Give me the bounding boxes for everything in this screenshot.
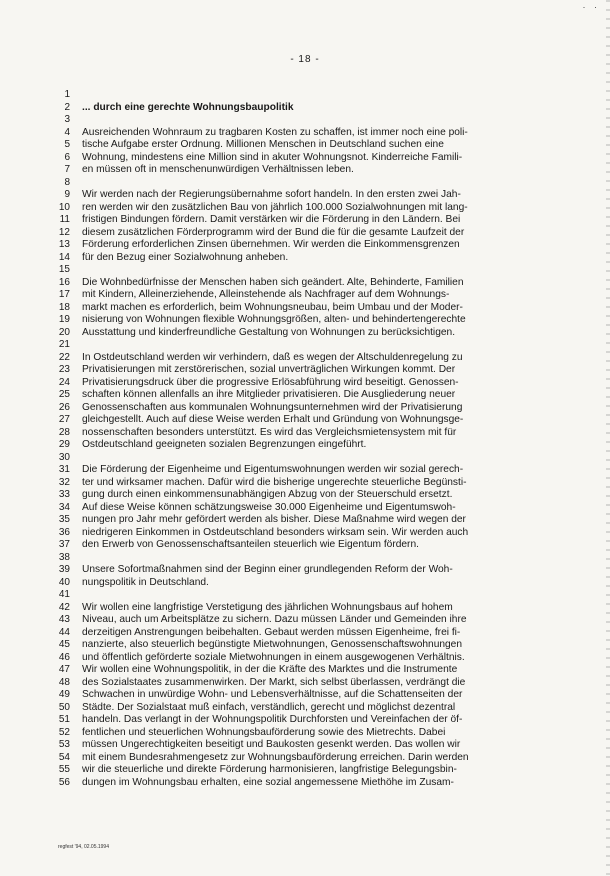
line-text: Wir wollen eine Wohnungspolitik, in der die Kräfte des Marktes und die Instrumente: [82, 664, 458, 675]
line-text: wir die steuerliche und direkte Förderung harmonisieren, langfristige Belegungsbin-: [82, 764, 457, 775]
text-line: [52, 139, 572, 152]
line-number: 33: [58, 489, 70, 500]
line-number: 37: [58, 539, 70, 550]
text-line: [52, 127, 572, 140]
line-number: 2: [64, 101, 70, 113]
text-line: [52, 277, 572, 290]
text-line: [52, 614, 572, 627]
text-line: [52, 152, 572, 165]
line-text: dungen im Wohnungsbau erhalten, eine sozial angemessene Miethöhe im Zusam-: [82, 776, 454, 788]
line-text: In Ostdeutschland werden wir verhindern, daß es wegen der Altschuldenregelung zu: [82, 351, 463, 363]
line-text: gleichgestellt. Auch auf diese Weise werden Erhalt und Gründung von Wohnungsge-: [82, 414, 464, 425]
line-text: niedrigeren Einkommen in Ostdeutschland besonders wirksam sein. Wir werden auch: [82, 526, 469, 538]
line-number: 44: [58, 626, 70, 638]
text-line: [52, 777, 572, 790]
line-text: Privatisierungsdruck über die progressive Erlösabführung wird beseitigt. Genossen-: [82, 376, 459, 388]
line-number: 1: [64, 89, 70, 100]
text-line: [52, 539, 572, 552]
line-number: 49: [58, 689, 70, 700]
line-number: 22: [58, 351, 70, 363]
line-text: den Erwerb von Genossenschaftsanteilen steuerlich wie Eigentum fördern.: [82, 539, 419, 550]
text-line: [52, 252, 572, 265]
text-line: [52, 352, 572, 365]
text-line: [52, 564, 572, 577]
line-text: diesem zusätzlichen Förderprogramm wird der Bund die für die gesamte Laufzeit der: [82, 226, 465, 238]
line-number: 45: [58, 639, 70, 650]
line-text: Niveau, auch um Arbeitsplätze zu sichern. Dazu müssen Länder und Gemeinden ihre: [82, 614, 467, 625]
line-number: 39: [58, 564, 70, 575]
text-line: [52, 627, 572, 640]
line-text: derzeitigen Anstrengungen beibehalten. Gebaut werden müssen Eigenheime, frei fi-: [82, 626, 461, 638]
line-text: Privatisierungen mit zerstörerischen, sozial unverträglichen Wirkungen kommt. Der: [82, 364, 456, 375]
line-number: 28: [58, 426, 70, 438]
text-line: [52, 364, 572, 377]
line-number: 4: [64, 126, 70, 138]
line-number: 13: [58, 239, 70, 250]
line-number: 12: [58, 226, 70, 238]
line-number: 46: [58, 651, 70, 663]
text-line: [52, 489, 572, 502]
line-number: 5: [64, 139, 70, 150]
text-line: [52, 689, 572, 702]
line-number: 27: [58, 414, 70, 425]
text-line: [52, 414, 572, 427]
line-number: 20: [58, 326, 70, 338]
text-line: [52, 227, 572, 240]
line-text: für den Bezug einer Sozialwohnung anheben.: [82, 251, 289, 263]
page-number: - 18 -: [290, 54, 320, 65]
line-text: Schwachen in unwürdige Wohn- und Lebensverhältnisse, auf die Schattenseiten der: [82, 689, 463, 700]
line-text: Die Förderung der Eigenheime und Eigentumswohnungen werden wir sozial gerech-: [82, 464, 464, 475]
line-number: 26: [58, 401, 70, 413]
text-line: [52, 389, 572, 402]
footer-stamp: regfest '94, 02.05.1994: [58, 844, 109, 850]
line-number: 21: [58, 339, 70, 350]
line-number: 50: [58, 701, 70, 713]
text-line: [52, 114, 572, 127]
line-text: müssen Ungerechtigkeiten beseitigt und Baukosten gesenkt werden. Das wollen wir: [82, 739, 461, 750]
line-number: 6: [64, 151, 70, 163]
text-line: [52, 164, 572, 177]
line-number: 48: [58, 676, 70, 688]
corner-marks: · ·: [582, 2, 600, 12]
text-line: [52, 289, 572, 302]
line-number: 35: [58, 514, 70, 525]
line-text: nungspolitik in Deutschland.: [82, 576, 209, 588]
line-number: 15: [58, 264, 70, 275]
line-text: nossenschaften besonders unterstützt. Es wird das Vergleichsmietensystem mit für: [82, 426, 457, 438]
line-text: Wohnung, mindestens eine Million sind in akuter Wohnungsnot. Kinderreiche Famili-: [82, 151, 463, 163]
text-line: [52, 652, 572, 665]
text-line: [52, 764, 572, 777]
line-text: Unsere Sofortmaßnahmen sind der Beginn einer grundlegenden Reform der Woh-: [82, 564, 453, 575]
text-line: [52, 664, 572, 677]
line-number: 32: [58, 476, 70, 488]
line-number: 42: [58, 601, 70, 613]
line-text: und öffentlich geförderte soziale Mietwohnungen in einem ausgewogenen Verhältnis.: [82, 651, 465, 663]
line-text: des Sozialstaates zusammenwirken. Der Markt, sich selbst überlassen, verdrängt die: [82, 676, 466, 688]
line-number: 56: [58, 776, 70, 788]
line-text: Wir werden nach der Regierungsübernahme sofort handeln. In den ersten zwei Jah-: [82, 189, 461, 200]
line-number: 47: [58, 664, 70, 675]
line-number: 8: [64, 176, 70, 188]
section-heading-line: [52, 102, 572, 115]
text-line: [52, 739, 572, 752]
line-text: Förderung erforderlichen Zinsen übernehmen. Wir werden die Einkommensgrenzen: [82, 239, 460, 250]
line-text: nisierung von Wohnungen flexible Wohnungsgrößen, alten- und behindertengerechte: [82, 314, 466, 325]
line-text: schaften können allenfalls an ihre Mitglieder privatisieren. Die Ausgliederung neuer: [82, 389, 456, 400]
text-line: [52, 702, 572, 715]
line-number: 55: [58, 764, 70, 775]
text-line: [52, 377, 572, 390]
line-text: fentlichen und steuerlichen Wohnungsbauförderung sowie des Mietrechts. Dabei: [82, 726, 446, 738]
line-number: 7: [64, 164, 70, 175]
line-number: 10: [58, 201, 70, 213]
text-line: [52, 602, 572, 615]
line-text: mit Kindern, Alleinerziehende, Alleinstehende als Nachfrager auf dem Wohnungs-: [82, 289, 450, 300]
text-line: [52, 477, 572, 490]
text-line: [52, 302, 572, 315]
line-text: nanzierte, also steuerlich begünstigte Mietwohnungen, Genossenschaftswohnungen: [82, 639, 463, 650]
line-number: 23: [58, 364, 70, 375]
line-number: 52: [58, 726, 70, 738]
line-number: 9: [64, 189, 70, 200]
text-line: [52, 189, 572, 202]
line-text: handeln. Das verlangt in der Wohnungspolitik Durchforsten und Vereinfachen der öf-: [82, 714, 463, 725]
line-text: mit einem Bundesrahmengesetz zur Wohnungsbauförderung erreichen. Darin werden: [82, 751, 469, 763]
text-line: [52, 202, 572, 215]
line-text: gung durch einen einkommensunabhängigen Abzug von der Steuerschuld ersetzt.: [82, 489, 453, 500]
text-line: [52, 339, 572, 352]
line-number: 40: [58, 576, 70, 588]
line-text: Ausstattung und kinderfreundliche Gestaltung von Wohnungen zu berücksichtigen.: [82, 326, 456, 338]
line-text: ren werden wir den zusätzlichen Bau von jährlich 100.000 Sozialwohnungen mit lang-: [82, 201, 468, 213]
line-text: Genossenschaften aus kommunalen Wohnungsunternehmen wird der Privatisierung: [82, 401, 463, 413]
line-number: 19: [58, 314, 70, 325]
text-line: [52, 577, 572, 590]
line-text: Städte. Der Sozialstaat muß einfach, verständlich, gerecht und möglichst dezentral: [82, 701, 456, 713]
line-number: 36: [58, 526, 70, 538]
line-number: 43: [58, 614, 70, 625]
line-number: 14: [58, 251, 70, 263]
line-text: ter und wirksamer machen. Dafür wird die bisherige ungerechte steuerliche Begünsti-: [82, 476, 467, 488]
text-line: [52, 214, 572, 227]
text-line: [52, 402, 572, 415]
line-text: tische Aufgabe erster Ordnung. Millionen Menschen in Deutschland suchen eine: [82, 139, 444, 150]
line-number: 54: [58, 751, 70, 763]
line-text: Ostdeutschland geeigneten sozialen Begrenzungen eingeführt.: [82, 439, 367, 450]
line-text: markt machen es erforderlich, beim Wohnungsneubau, beim Umbau und der Moder-: [82, 301, 463, 313]
text-line: [52, 677, 572, 690]
line-text: nungen pro Jahr mehr gefördert werden als bisher. Diese Maßnahme wird wegen der: [82, 514, 466, 525]
text-line: [52, 589, 572, 602]
line-number: 25: [58, 389, 70, 400]
text-line: [52, 514, 572, 527]
text-line: [52, 314, 572, 327]
line-number: 3: [64, 114, 70, 125]
text-line: [52, 527, 572, 540]
text-line: [52, 177, 572, 190]
line-number: 51: [58, 714, 70, 725]
text-line: [52, 752, 572, 765]
text-line: [52, 552, 572, 565]
line-number: 17: [58, 289, 70, 300]
line-number: 11: [59, 214, 70, 225]
line-text: fristigen Bindungen fördern. Damit verstärken wir die Förderung in den Ländern. Bei: [82, 214, 461, 225]
line-number: 41: [58, 589, 70, 600]
text-line: [52, 639, 572, 652]
line-number: 24: [58, 376, 70, 388]
line-text: Die Wohnbedürfnisse der Menschen haben sich geändert. Alte, Behinderte, Familien: [82, 276, 464, 288]
text-line: [52, 264, 572, 277]
line-number: 16: [58, 276, 70, 288]
text-line: [52, 464, 572, 477]
text-line: [52, 727, 572, 740]
text-line: [52, 714, 572, 727]
line-text: en müssen oft in menschenunwürdigen Verhältnissen leben.: [82, 164, 354, 175]
line-number: 29: [58, 439, 70, 450]
line-text: Wir wollen eine langfristige Verstetigung des jährlichen Wohnungsbaus auf hohem: [82, 601, 453, 613]
text-line: [52, 239, 572, 252]
line-number: 31: [58, 464, 70, 475]
document-body: [52, 89, 572, 789]
text-line: [52, 439, 572, 452]
section-heading: ... durch eine gerechte Wohnungsbaupolitik: [82, 101, 294, 113]
text-line: [52, 427, 572, 440]
text-line: [52, 502, 572, 515]
scan-edge: [606, 0, 610, 876]
line-number: 38: [58, 551, 70, 563]
line-text: Auf diese Weise können schätzungsweise 30.000 Eigenheime und Eigentumswoh-: [82, 501, 456, 513]
line-number: 30: [58, 451, 70, 463]
line-number: 18: [58, 301, 70, 313]
text-line: [52, 452, 572, 465]
text-line: [52, 89, 572, 102]
line-number: 53: [58, 739, 70, 750]
line-text: Ausreichenden Wohnraum zu tragbaren Kosten zu schaffen, ist immer noch eine poli-: [82, 126, 468, 138]
text-line: [52, 327, 572, 340]
line-number: 34: [58, 501, 70, 513]
